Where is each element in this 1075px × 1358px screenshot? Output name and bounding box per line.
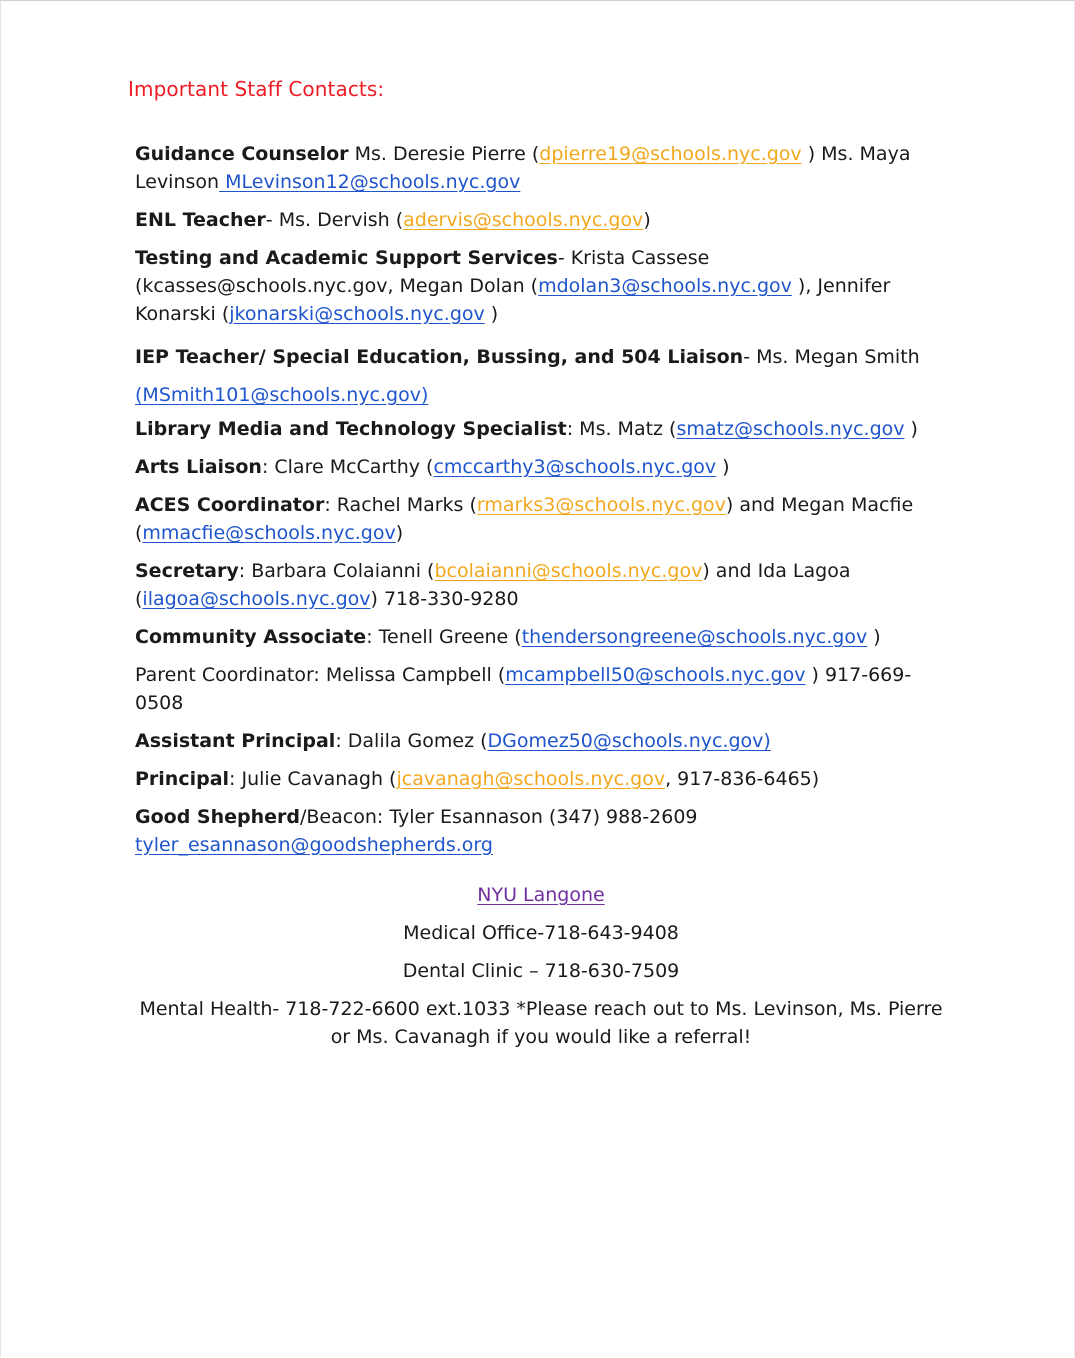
- staff-contacts-list: [135, 140, 955, 869]
- role-label: Community Associate: [135, 626, 367, 648]
- contact-text: ) Ms. Maya Levinson: [135, 143, 911, 193]
- contact-text: : Dalila Gomez (: [335, 730, 488, 752]
- mental-health-line: Mental Health- 718-722-6600 ext.1033 *Please reach out to Ms. Levinson, Ms. Pierre or Ms. Cavanagh if you would like a referral!: [139, 998, 943, 1048]
- contact-principal: [135, 765, 955, 793]
- role-label: ENL Teacher: [135, 209, 266, 231]
- email-link[interactable]: mcampbell50@schools.nyc.gov: [505, 664, 806, 686]
- email-link[interactable]: MSmith101@schools.nyc.gov): [142, 384, 429, 406]
- medical-office-line: Medical Office-718-643-9408: [403, 922, 679, 944]
- contact-text: - Ms. Megan Smith: [743, 346, 920, 368]
- contact-text: : Clare McCarthy (: [261, 456, 434, 478]
- contact-text: ) and Megan Macfie (: [135, 494, 914, 544]
- contact-text: /Beacon: Tyler Esannason (347) 988-2609: [300, 806, 698, 828]
- email-link[interactable]: dpierre19@schools.nyc.gov: [539, 143, 802, 165]
- role-label: ACES Coordinator: [135, 494, 325, 516]
- contact-arts-liaison: [135, 453, 955, 481]
- contact-library-media: [135, 415, 955, 443]
- email-link[interactable]: cmccarthy3@schools.nyc.gov: [433, 456, 717, 478]
- email-link[interactable]: thendersongreene@schools.nyc.gov: [521, 626, 868, 648]
- role-label: Secretary: [135, 560, 239, 582]
- email-link[interactable]: tyler_esannason@goodshepherds.org: [135, 834, 493, 856]
- role-label: IEP Teacher/ Special Education, Bussing, and 504 Liaison: [135, 346, 744, 368]
- email-link[interactable]: DGomez50@schools.nyc.gov): [487, 730, 771, 752]
- contact-text: : Ms. Matz (: [566, 418, 677, 440]
- contact-text: Ms. Deresie Pierre (: [348, 143, 540, 165]
- contact-text: ): [904, 418, 918, 440]
- email-link[interactable]: jkonarski@schools.nyc.gov: [229, 303, 485, 325]
- role-label: Guidance Counselor: [135, 143, 349, 165]
- email-link[interactable]: mdolan3@schools.nyc.gov: [538, 275, 792, 297]
- email-link[interactable]: MLevinson12@schools.nyc.gov: [219, 171, 521, 193]
- contact-testing-support: [135, 244, 955, 328]
- email-link[interactable]: jcavanagh@schools.nyc.gov: [396, 768, 666, 790]
- dental-clinic-line: Dental Clinic – 718-630-7509: [402, 960, 680, 982]
- contact-text: (: [135, 384, 143, 406]
- contact-secretary: [135, 557, 955, 613]
- contact-text: - Krista Cassese (kcasses@schools.nyc.gov, Megan Dolan (: [135, 247, 710, 297]
- contact-text: : Rachel Marks (: [324, 494, 477, 516]
- contact-text: ) 718-330-9280: [370, 588, 519, 610]
- nyu-langone-link[interactable]: NYU Langone: [477, 884, 605, 906]
- email-link[interactable]: bcolaianni@schools.nyc.gov: [434, 560, 703, 582]
- contact-parent-coordinator: [135, 661, 955, 717]
- role-label: Testing and Academic Support Services: [135, 247, 558, 269]
- contact-text: : Tenell Greene (: [366, 626, 522, 648]
- contact-text: : Barbara Colaianni (: [238, 560, 435, 582]
- contact-aces-coordinator: [135, 491, 955, 547]
- role-label: Assistant Principal: [135, 730, 336, 752]
- contact-text: ): [716, 456, 730, 478]
- role-label: Library Media and Technology Specialist: [135, 418, 567, 440]
- role-label: Good Shepherd: [135, 806, 300, 828]
- contact-text: ): [395, 522, 404, 544]
- contact-good-shepherd: [135, 803, 955, 859]
- contact-text: ), Jennifer Konarski (: [135, 275, 891, 325]
- email-link[interactable]: adervis@schools.nyc.gov: [403, 209, 644, 231]
- contact-enl-teacher: [135, 206, 955, 234]
- contact-text: ) and Ida Lagoa (: [135, 560, 851, 610]
- role-label: Principal: [135, 768, 230, 790]
- contact-text: ) 917-669-0508: [135, 664, 912, 714]
- contact-text: ): [867, 626, 881, 648]
- contact-guidance-counselor: [135, 140, 955, 196]
- contact-text: : Julie Cavanagh (: [229, 768, 397, 790]
- email-link[interactable]: smatz@schools.nyc.gov: [676, 418, 905, 440]
- contact-text: Parent Coordinator: Melissa Campbell (: [135, 664, 506, 686]
- nyu-langone-section: [135, 881, 947, 1061]
- email-link[interactable]: ilagoa@schools.nyc.gov: [142, 588, 371, 610]
- contact-text: ): [484, 303, 499, 325]
- contact-community-associate: [135, 623, 955, 651]
- page-heading: Important Staff Contacts:: [128, 77, 385, 101]
- contact-iep-teacher: [135, 338, 955, 414]
- contact-text: ): [643, 209, 651, 231]
- email-link[interactable]: rmarks3@schools.nyc.gov: [476, 494, 726, 516]
- email-link[interactable]: mmacfie@schools.nyc.gov: [142, 522, 396, 544]
- contact-text: - Ms. Dervish (: [265, 209, 404, 231]
- role-label: Arts Liaison: [135, 456, 262, 478]
- contact-text: , 917-836-6465): [665, 768, 820, 790]
- contact-assistant-principal: [135, 727, 955, 755]
